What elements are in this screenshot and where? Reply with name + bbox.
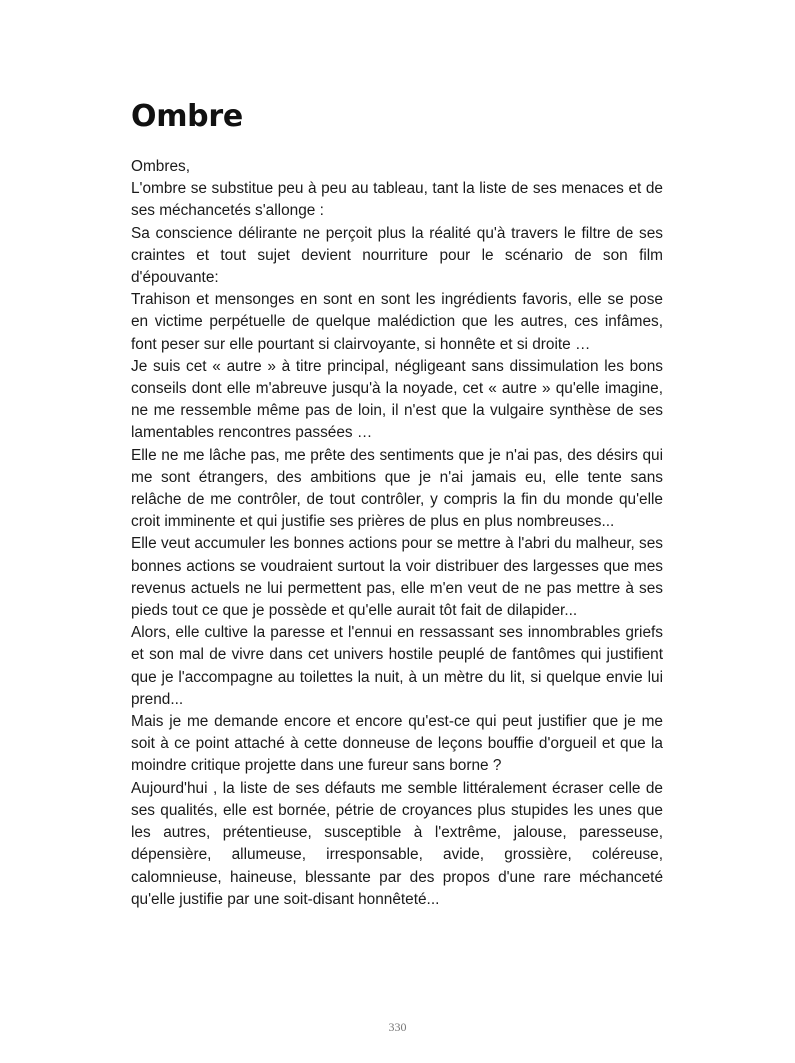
paragraph: Ombres, — [131, 158, 191, 175]
paragraph: Elle veut accumuler les bonnes actions pour se mettre à l'abri du malheur, ses bonnes actions se voudraient surtout la voir distribuer des largesses que mes revenus actuels ne lui permettent pas, elle m'en veut de ne pas mettre à ses pieds tout ce que je possède et qu'elle aurait tôt fait de dilapider... — [131, 535, 663, 620]
paragraph: Elle ne me lâche pas, me prête des sentiments que je n'ai pas, des désirs qui me sont étrangers, des ambitions que je n'ai jamais eu, elle tente sans relâche de me contrôler, de tout contrôler, y compris la fin du monde qu'elle croit imminente et qui justifie ses prières de plus en plus nombreuses... — [131, 446, 663, 531]
body-text — [131, 156, 663, 911]
page-number: 330 — [388, 1020, 407, 1034]
page-title: Ombre — [131, 99, 243, 134]
paragraph: Mais je me demande encore et encore qu'est-ce qui peut justifier que je me soit à ce point attaché à cette donneuse de leçons bouffie d'orgueil et que la moindre critique projette dans une fureur sans borne ? — [131, 713, 663, 775]
paragraph: L'ombre se substitue peu à peu au tableau, tant la liste de ses menaces et de ses méchancetés s'allonge : — [131, 180, 663, 220]
paragraph: Aujourd'hui , la liste de ses défauts me semble littéralement écraser celle de ses qualités, elle est bornée, pétrie de croyances plus stupides les unes que les autres, prétentieuse, susceptible à l'extrême, jalouse, paresseuse, dépensière, allumeuse, irresponsable, avide, grossière, coléreuse, calomnieuse, haineuse, blessante par des propos d'une rare méchanceté qu'elle justifie par une soit-disant honnêteté... — [131, 779, 663, 908]
paragraph: Je suis cet « autre » à titre principal, négligeant sans dissimulation les bons conseils dont elle m'abreuve jusqu'à la noyade, cet « autre » qu'elle imagine, ne me ressemble même pas de loin, il n'est que la vulgaire synthèse de ses lamentables rencontres passées … — [131, 357, 663, 442]
paragraph: Trahison et mensonges en sont en sont les ingrédients favoris, elle se pose en victime perpétuelle de quelque malédiction que les autres, ces infâmes, font peser sur elle pourtant si clairvoyante, si honnête et si droite … — [131, 291, 663, 353]
paragraph: Sa conscience délirante ne perçoit plus la réalité qu'à travers le filtre de ses craintes et tout sujet devient nourriture pour le scénario de son film d'épouvante: — [131, 224, 663, 287]
paragraph: Alors, elle cultive la paresse et l'ennui en ressassant ses innombrables griefs et son mal de vivre dans cet univers hostile peuplé de fantômes qui justifient que je l'accompagne au toilettes la nuit, à un mètre du lit, si quelque envie lui prend... — [131, 624, 663, 708]
